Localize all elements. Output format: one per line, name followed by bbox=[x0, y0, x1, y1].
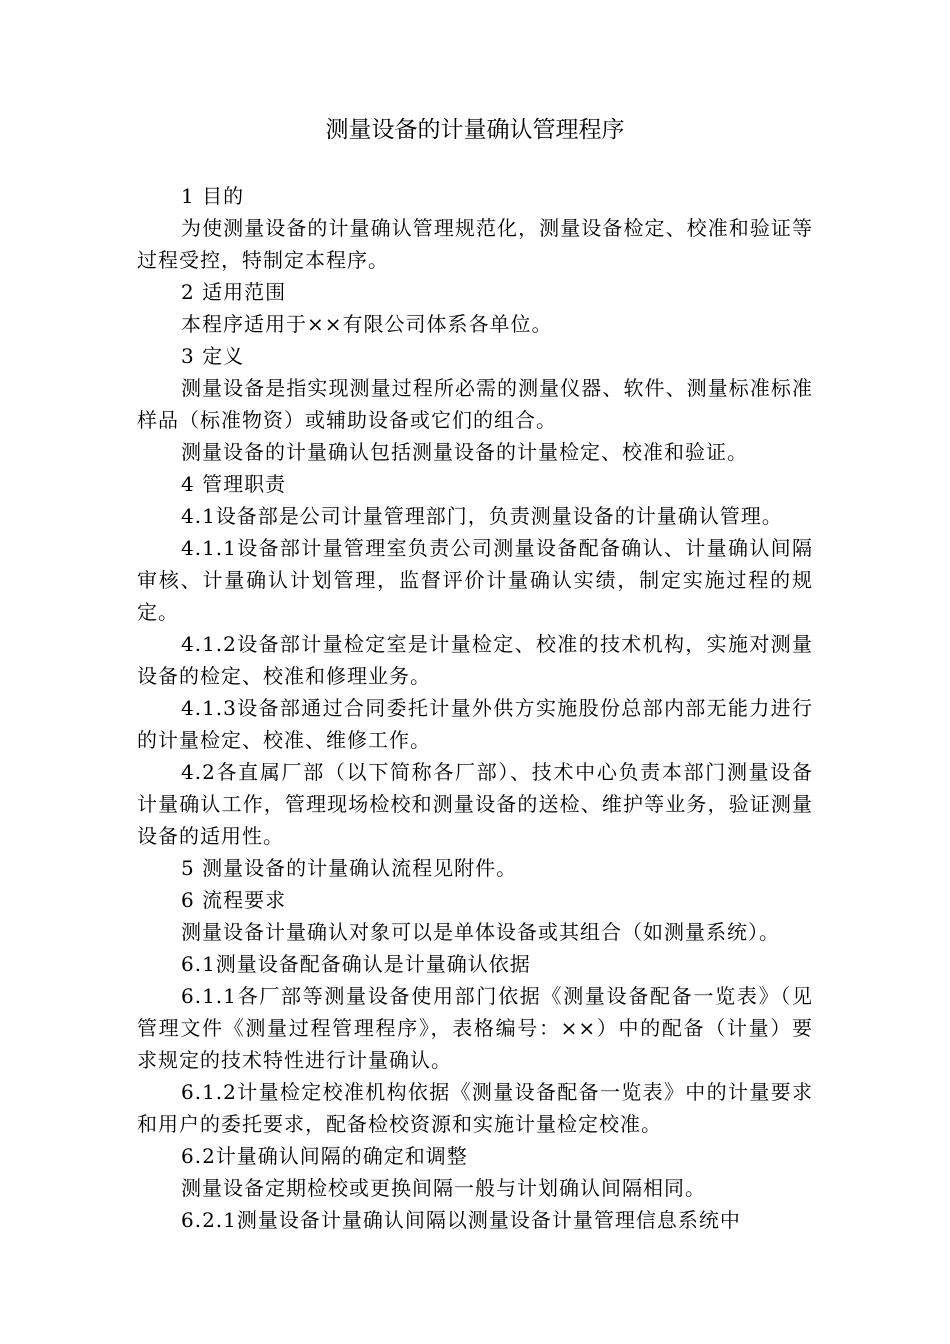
paragraph: 测量设备是指实现测量过程所必需的测量仪器、软件、测量标准标准样品（标准物资）或辅助设备或它们的组合。 bbox=[137, 376, 813, 432]
section-heading-scope: 2 适用范围 bbox=[181, 280, 287, 304]
section-heading-definition: 3 定义 bbox=[181, 344, 245, 368]
paragraph: 4.1设备部是公司计量管理部门，负责测量设备的计量确认管理。 bbox=[181, 504, 783, 528]
paragraph: 本程序适用于××有限公司体系各单位。 bbox=[181, 312, 553, 336]
document-body bbox=[137, 180, 813, 1236]
section-heading-flow: 5 测量设备的计量确认流程见附件。 bbox=[181, 856, 518, 880]
section-heading-purpose: 1 目的 bbox=[181, 184, 245, 208]
paragraph: 4.1.1设备部计量管理室负责公司测量设备配备确认、计量确认间隔审核、计量确认计划管理，监督评价计量确认实绩，制定实施过程的规定。 bbox=[137, 536, 813, 624]
section-heading-requirements: 6 流程要求 bbox=[181, 888, 287, 912]
paragraph: 4.1.2设备部计量检定室是计量检定、校准的技术机构，实施对测量设备的检定、校准和修理业务。 bbox=[137, 632, 813, 688]
paragraph: 4.1.3设备部通过合同委托计量外供方实施股份总部内部无能力进行的计量检定、校准、维修工作。 bbox=[137, 696, 813, 752]
paragraph: 测量设备定期检校或更换间隔一般与计划确认间隔相同。 bbox=[181, 1176, 706, 1200]
paragraph: 6.1测量设备配备确认是计量确认依据 bbox=[181, 952, 531, 976]
paragraph: 测量设备计量确认对象可以是单体设备或其组合（如测量系统）。 bbox=[181, 920, 780, 944]
section-heading-responsibilities: 4 管理职责 bbox=[181, 472, 287, 496]
paragraph: 6.2计量确认间隔的确定和调整 bbox=[181, 1144, 468, 1168]
paragraph: 4.2各直属厂部（以下简称各厂部）、技术中心负责本部门测量设备计量确认工作，管理现场检校和测量设备的送检、维护等业务，验证测量设备的适用性。 bbox=[137, 760, 813, 848]
paragraph: 测量设备的计量确认包括测量设备的计量检定、校准和验证。 bbox=[181, 440, 748, 464]
document-title: 测量设备的计量确认管理程序 bbox=[325, 117, 625, 143]
paragraph: 6.1.1各厂部等测量设备使用部门依据《测量设备配备一览表》（见管理文件《测量过程管理程序》，表格编号：××）中的配备（计量）要求规定的技术特性进行计量确认。 bbox=[137, 984, 813, 1072]
paragraph: 6.2.1测量设备计量确认间隔以测量设备计量管理信息系统中 bbox=[181, 1208, 741, 1232]
paragraph: 为使测量设备的计量确认管理规范化，测量设备检定、校准和验证等过程受控，特制定本程序。 bbox=[137, 216, 813, 272]
paragraph: 6.1.2计量检定校准机构依据《测量设备配备一览表》中的计量要求和用户的委托要求，配备检校资源和实施计量检定校准。 bbox=[137, 1080, 813, 1136]
